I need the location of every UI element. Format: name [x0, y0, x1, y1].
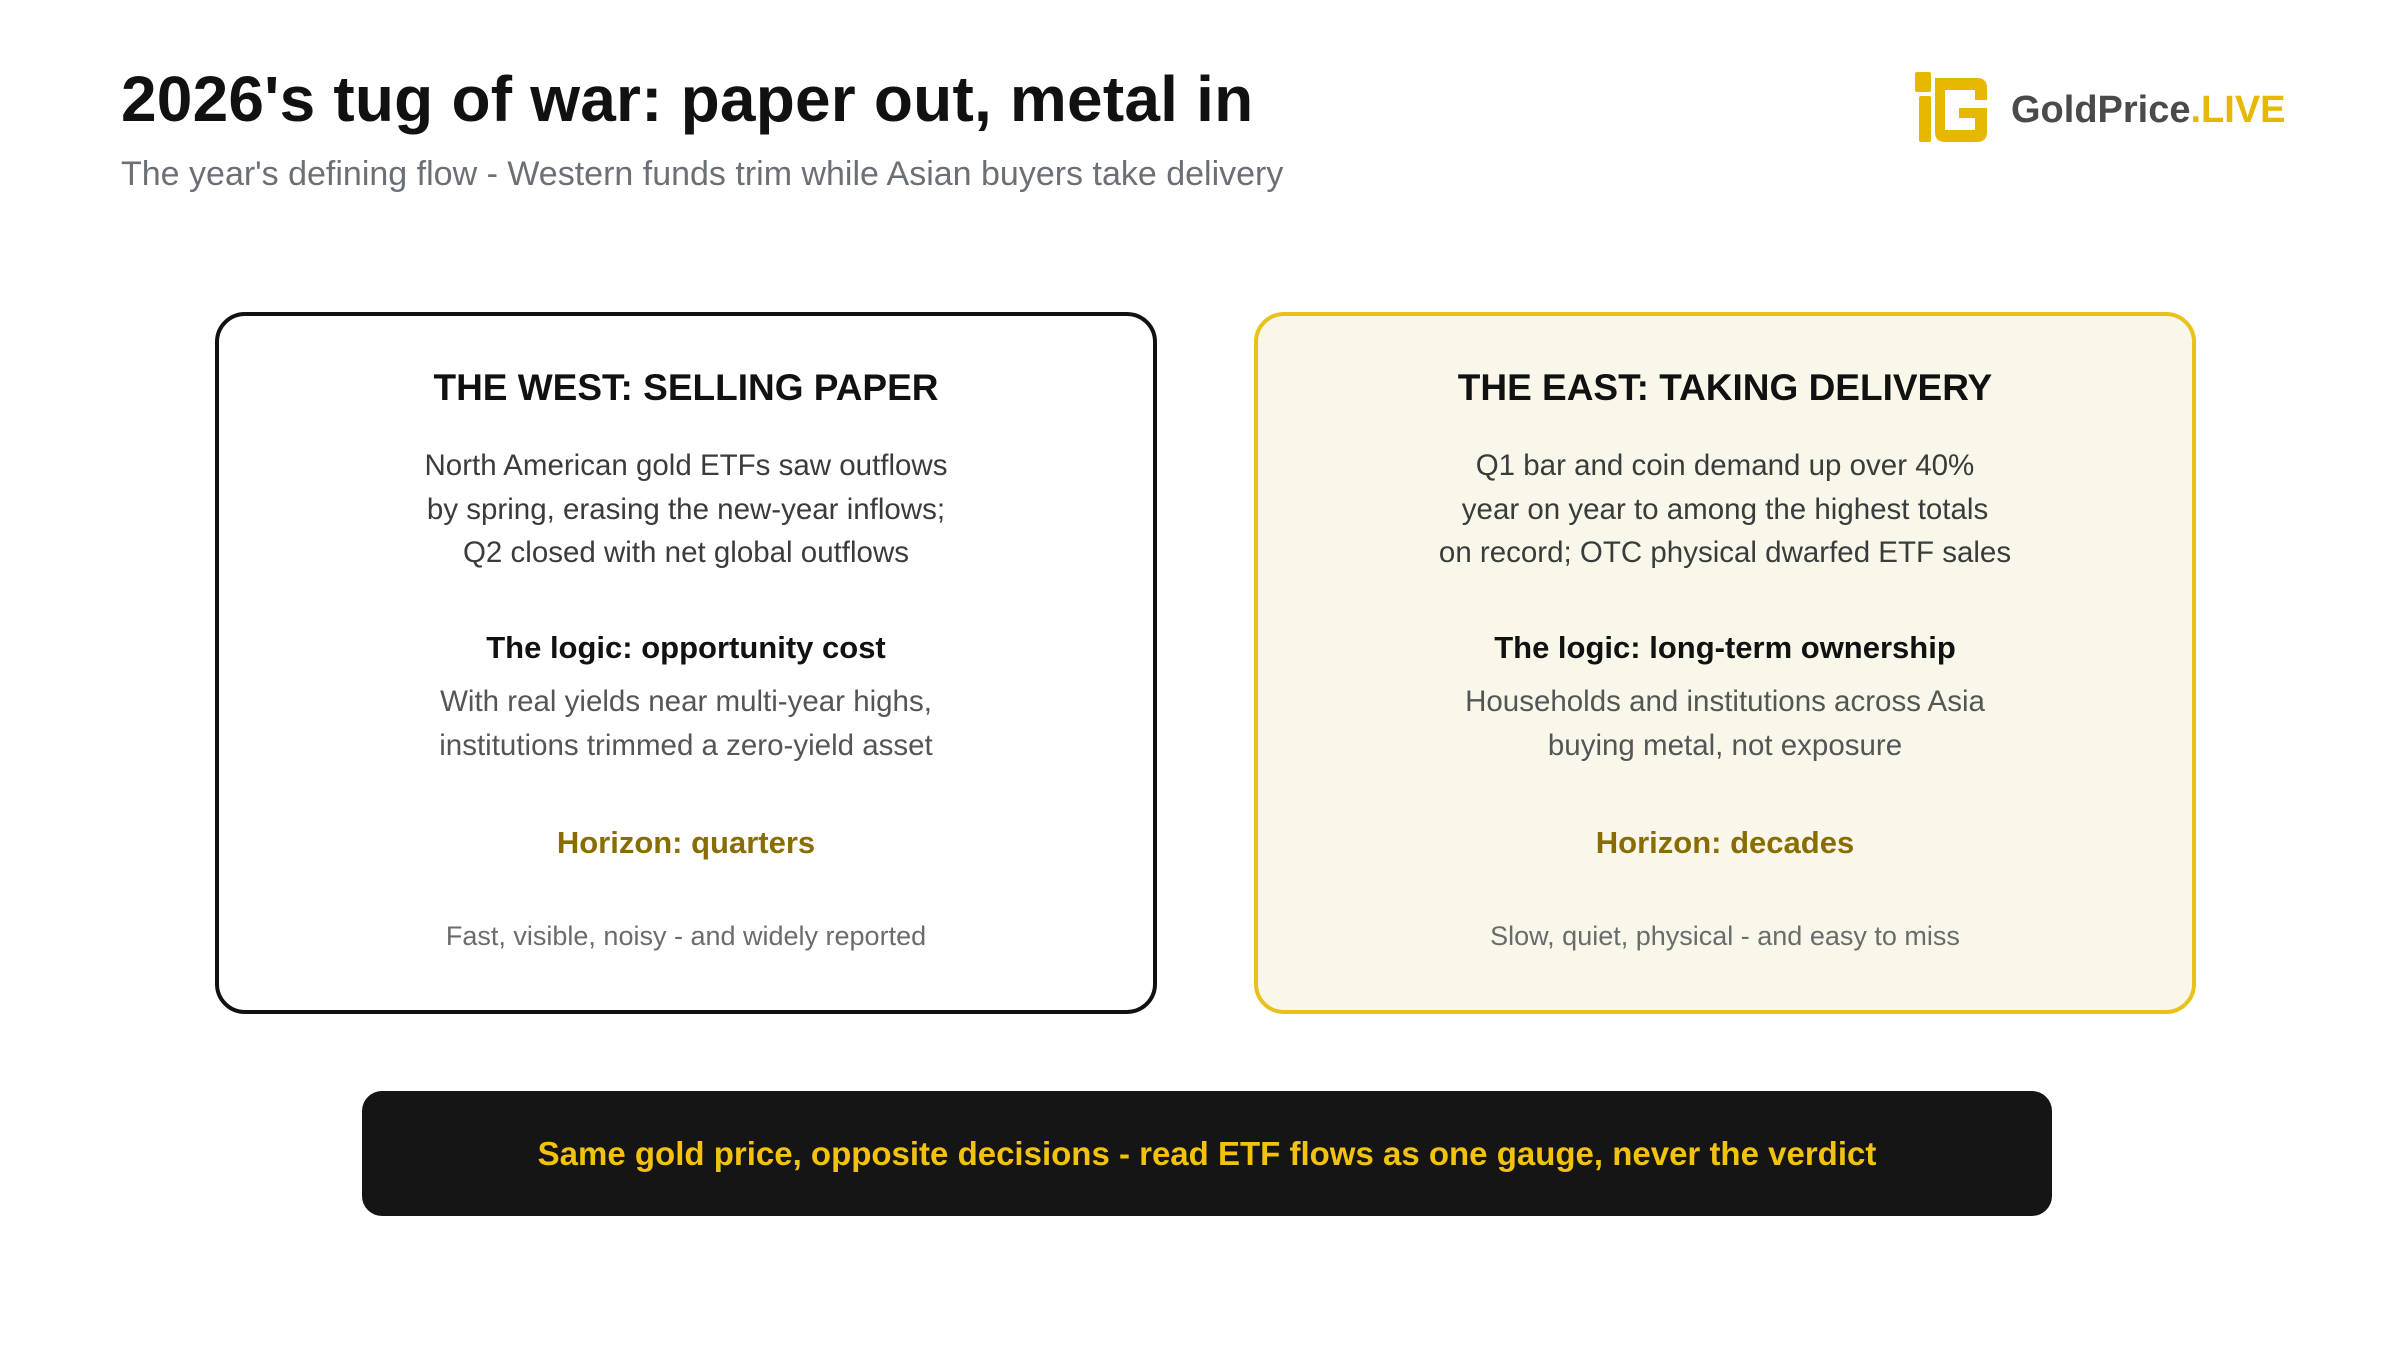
summary-banner-text: Same gold price, opposite decisions - read ETF flows as one gauge, never the verdict	[537, 1134, 1877, 1172]
west-logic-heading: The logic: opportunity cost	[486, 630, 886, 665]
east-body-line: on record; OTC physical dwarfed ETF sales	[1438, 536, 2012, 569]
east-body-line: year on year to among the highest totals	[1461, 492, 1989, 526]
west-body-line: by spring, erasing the new-year inflows;	[426, 492, 946, 526]
west-logic-body	[259, 680, 1113, 767]
goldprice-logo-icon	[1915, 72, 1991, 148]
brand-name-main: GoldPrice	[2011, 88, 2191, 131]
west-horizon: Horizon: quarters	[556, 825, 816, 860]
west-logic-line: With real yields near multi-year highs,	[440, 685, 932, 718]
west-card-body	[259, 444, 1113, 575]
brand-logo	[1915, 70, 2286, 150]
summary-banner	[362, 1091, 2052, 1216]
east-horizon: Horizon: decades	[1595, 825, 1855, 860]
page-subtitle: The year's defining flow - Western funds trim while Asian buyers take delivery	[121, 155, 1284, 193]
east-card	[1254, 312, 2196, 1014]
page-title: 2026's tug of war: paper out, metal in	[121, 63, 1254, 135]
east-card-body	[1298, 444, 2152, 575]
east-logic-line: buying metal, not exposure	[1547, 728, 1903, 762]
west-body-line: Q2 closed with net global outflows	[462, 536, 910, 569]
east-note: Slow, quiet, physical - and easy to miss	[1490, 921, 1960, 951]
west-card	[215, 312, 1157, 1014]
brand-name	[2011, 89, 2286, 132]
east-body-line: Q1 bar and coin demand up over 40%	[1475, 449, 1975, 482]
west-body-line: North American gold ETFs saw outflows	[424, 449, 948, 482]
west-note: Fast, visible, noisy - and widely reported	[445, 921, 927, 951]
east-card-heading: THE EAST: TAKING DELIVERY	[1457, 367, 1993, 408]
east-logic-line: Households and institutions across Asia	[1465, 685, 1985, 718]
brand-name-suffix: .LIVE	[2190, 88, 2286, 131]
west-logic-line: institutions trimmed a zero-yield asset	[439, 728, 933, 762]
west-card-heading: THE WEST: SELLING PAPER	[433, 367, 939, 408]
east-logic-body	[1298, 680, 2152, 767]
east-logic-heading: The logic: long-term ownership	[1494, 630, 1956, 665]
